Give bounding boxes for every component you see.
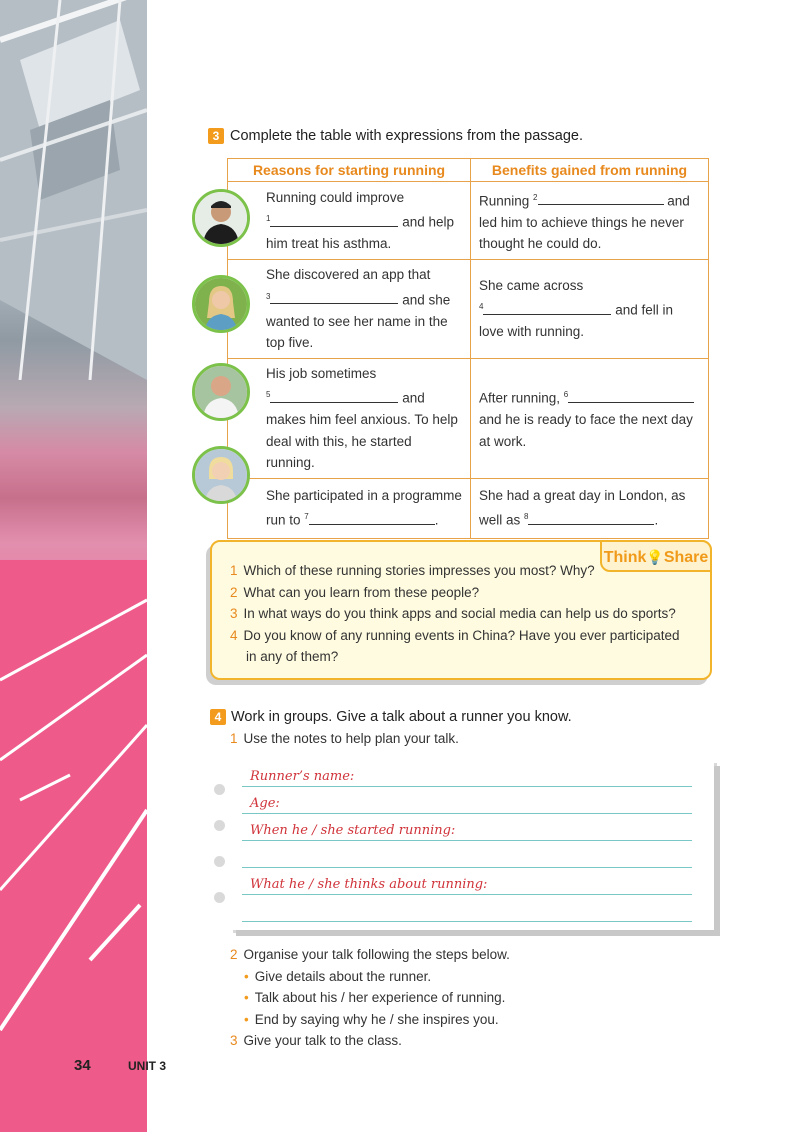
reason-text: . bbox=[434, 512, 439, 528]
answer-blank[interactable] bbox=[528, 512, 654, 525]
think-label: Think bbox=[603, 549, 647, 566]
benefit-text: and led him to achieve things he never thought he could do. bbox=[479, 193, 690, 251]
question-text: Do you know of any running events in China? Have you ever participated bbox=[243, 627, 680, 643]
share-label: Share bbox=[663, 549, 709, 566]
reason-text: and help him treat his asthma. bbox=[266, 214, 455, 251]
bullet-item bbox=[230, 1009, 510, 1031]
bullet-item bbox=[230, 987, 510, 1009]
table-row bbox=[228, 478, 709, 538]
note-line[interactable] bbox=[242, 921, 692, 922]
question-number: 4 bbox=[230, 627, 238, 643]
unit-label: UNIT 3 bbox=[128, 1059, 167, 1073]
benefit-cell bbox=[471, 260, 709, 359]
question-text: in any of them? bbox=[246, 649, 339, 664]
reason-cell bbox=[228, 182, 471, 260]
note-line[interactable] bbox=[242, 840, 692, 841]
question-number: 2 bbox=[230, 584, 238, 600]
blank-number: 7 bbox=[304, 512, 309, 522]
benefit-text: . bbox=[654, 512, 659, 528]
stadium-photo bbox=[0, 0, 147, 1132]
exercise-3-badge: 3 bbox=[208, 128, 224, 144]
column-header-reasons: Reasons for starting running bbox=[228, 159, 471, 182]
talk-steps bbox=[230, 944, 510, 1052]
binder-hole bbox=[214, 892, 225, 903]
blank-number: 8 bbox=[524, 512, 529, 522]
answer-blank[interactable] bbox=[538, 192, 664, 205]
benefit-text: After running, bbox=[479, 390, 564, 406]
note-line[interactable] bbox=[242, 813, 692, 814]
reason-cell bbox=[228, 358, 471, 478]
lightbulb-icon: 💡 bbox=[646, 549, 664, 565]
answer-blank[interactable] bbox=[309, 512, 435, 525]
running-track-graphic bbox=[0, 560, 147, 1132]
note-label-started: When he / she started running: bbox=[250, 823, 456, 838]
note-line[interactable] bbox=[242, 786, 692, 787]
answer-blank[interactable] bbox=[270, 291, 398, 304]
table-row bbox=[228, 260, 709, 359]
reason-cell bbox=[228, 478, 471, 538]
step-text: Give your talk to the class. bbox=[243, 1033, 402, 1048]
table-row bbox=[228, 358, 709, 478]
question-item bbox=[230, 582, 680, 604]
reason-text: His job sometimes bbox=[266, 365, 377, 381]
reasons-benefits-table bbox=[227, 158, 709, 539]
exercise-4-instruction: Work in groups. Give a talk about a runner you know. bbox=[231, 709, 572, 725]
column-header-benefits: Benefits gained from running bbox=[471, 159, 709, 182]
blank-number: 3 bbox=[266, 291, 271, 301]
bullet-text: Talk about his / her experience of running. bbox=[254, 990, 506, 1005]
benefit-text: She had a great day in London, as well as bbox=[479, 487, 686, 528]
reason-text: She participated in a programme run to bbox=[266, 487, 462, 528]
binder-hole bbox=[214, 820, 225, 831]
question-number: 3 bbox=[230, 606, 238, 621]
question-text: What can you learn from these people? bbox=[243, 584, 480, 600]
blank-number: 2 bbox=[533, 192, 538, 202]
step-text: Use the notes to help plan your talk. bbox=[243, 731, 459, 746]
question-item bbox=[230, 603, 680, 625]
note-label-thinks: What he / she thinks about running: bbox=[250, 877, 488, 892]
exercise-4-badge: 4 bbox=[210, 709, 226, 725]
note-line[interactable] bbox=[242, 894, 692, 895]
runner-avatar-blonde-woman bbox=[192, 446, 250, 504]
step-1 bbox=[230, 731, 459, 746]
reason-text: Running could improve bbox=[266, 189, 405, 205]
note-label-age: Age: bbox=[250, 796, 280, 811]
bullet-text: End by saying why he / she inspires you. bbox=[254, 1011, 499, 1027]
think-share-questions bbox=[230, 560, 680, 668]
runner-avatar-bald-man bbox=[192, 363, 250, 421]
note-line[interactable] bbox=[242, 867, 692, 868]
step-text: Organise your talk following the steps below. bbox=[243, 947, 510, 962]
reason-text: and makes him feel anxious. To help deal with this, he started running. bbox=[266, 390, 458, 470]
reason-cell bbox=[228, 260, 471, 359]
answer-blank[interactable] bbox=[568, 390, 694, 403]
question-item bbox=[230, 560, 680, 582]
question-text: Which of these running stories impresses you most? Why? bbox=[243, 563, 595, 578]
stadium-roof-graphic bbox=[0, 0, 147, 380]
runner-avatar-woman bbox=[192, 275, 250, 333]
blank-number: 5 bbox=[266, 390, 271, 399]
benefit-cell bbox=[471, 478, 709, 538]
reason-text: and she wanted to see her name in the top five. bbox=[266, 292, 451, 350]
exercise-3-instruction: Complete the table with expressions from the passage. bbox=[230, 128, 584, 144]
think-share-box bbox=[210, 540, 712, 680]
runner-avatar-man bbox=[192, 189, 250, 247]
binder-hole bbox=[214, 784, 225, 795]
bullet-dot-icon: • bbox=[244, 1011, 249, 1027]
step-number: 3 bbox=[230, 1033, 238, 1048]
bullet-dot-icon: • bbox=[244, 990, 249, 1005]
benefit-text: Running bbox=[479, 193, 534, 208]
answer-blank[interactable] bbox=[270, 390, 398, 403]
step-number: 2 bbox=[230, 947, 238, 962]
step-2 bbox=[230, 944, 510, 966]
benefit-text: and fell in love with running. bbox=[479, 302, 673, 340]
blank-number: 6 bbox=[563, 390, 569, 399]
page-number: 34 bbox=[74, 1057, 91, 1074]
step-number: 1 bbox=[230, 731, 238, 746]
step-3 bbox=[230, 1030, 510, 1052]
bullet-text: Give details about the runner. bbox=[254, 968, 432, 984]
question-text: In what ways do you think apps and social media can help us do sports? bbox=[243, 606, 676, 621]
question-item bbox=[230, 646, 680, 668]
benefit-cell bbox=[471, 358, 709, 478]
answer-blank[interactable] bbox=[483, 302, 611, 315]
answer-blank[interactable] bbox=[270, 214, 398, 227]
binder-hole bbox=[214, 856, 225, 867]
question-number: 1 bbox=[230, 563, 238, 578]
benefit-text: She came across bbox=[479, 277, 584, 293]
note-label-name: Runner’s name: bbox=[250, 769, 355, 784]
blank-number: 4 bbox=[479, 302, 484, 312]
question-item bbox=[230, 625, 680, 647]
notes-card bbox=[230, 760, 714, 930]
benefit-cell bbox=[471, 182, 709, 260]
bullet-item bbox=[230, 966, 510, 988]
reason-text: She discovered an app that bbox=[266, 267, 431, 282]
bullet-dot-icon: • bbox=[244, 968, 249, 984]
blank-number: 1 bbox=[266, 214, 271, 223]
benefit-text: and he is ready to face the next day at work. bbox=[479, 412, 693, 449]
table-row bbox=[228, 182, 709, 260]
